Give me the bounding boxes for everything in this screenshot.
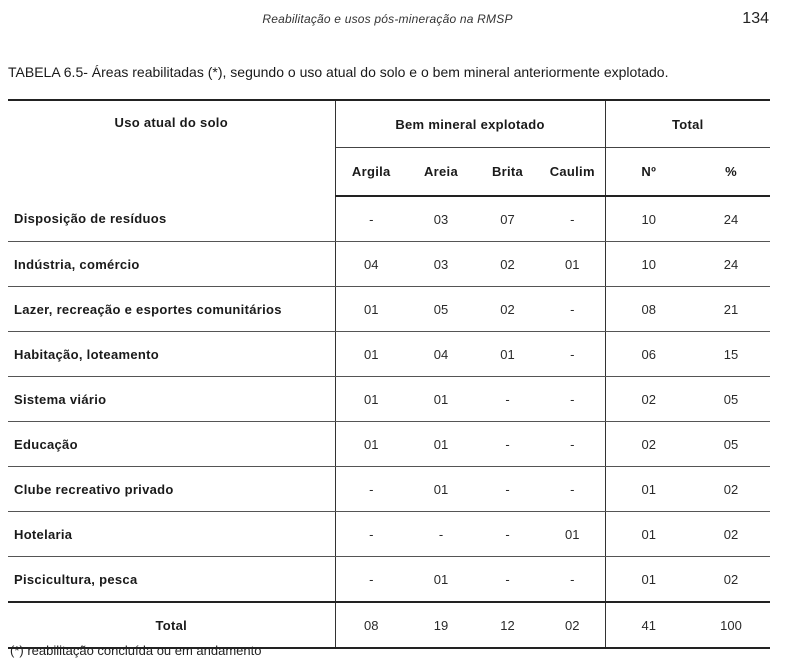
column-header-areia: Areia [407,148,475,197]
row-label: Piscicultura, pesca [14,571,138,587]
cell-caulim: - [540,377,605,422]
cell-argila: 01 [335,287,407,332]
cell-brita: 07 [475,196,540,242]
footnote: (*) reabilitação concluída ou em andamento [10,643,262,658]
column-header-caulim: Caulim [540,148,605,197]
column-header-argila: Argila [335,148,407,197]
cell-caulim: - [540,196,605,242]
total-brita: 12 [475,602,540,648]
cell-brita: - [475,377,540,422]
cell-caulim: - [540,422,605,467]
cell-percent: 24 [692,196,770,242]
total-row [8,602,770,648]
row-label: Educação [8,422,335,467]
cell-areia: 03 [407,196,475,242]
total-label: Total [8,602,335,648]
cell-brita: 02 [475,287,540,332]
cell-areia: 03 [407,242,475,287]
cell-numero: 01 [605,467,692,512]
cell-brita: 01 [475,332,540,377]
row-label: Indústria, comércio [8,242,335,287]
column-header-percent: % [692,148,770,197]
column-group-total: Total [605,100,770,148]
table-row [8,242,770,287]
cell-caulim: - [540,287,605,332]
cell-areia: 04 [407,332,475,377]
row-label: Clube recreativo privado [8,467,335,512]
cell-percent: 02 [723,571,739,587]
cell-percent: 02 [692,467,770,512]
cell-percent: 05 [692,422,770,467]
cell-brita: - [475,467,540,512]
total-caulim: 02 [540,602,605,648]
cell-caulim: 01 [540,242,605,287]
total-numero: 41 [605,602,692,648]
column-header-brita: Brita [475,148,540,197]
row-label: Hotelaria [8,512,335,557]
cell-brita: - [505,571,510,587]
cell-caulim: 01 [540,512,605,557]
cell-areia: 01 [433,571,449,587]
cell-areia: 01 [407,377,475,422]
row-label: Sistema viário [8,377,335,422]
column-header-uso: Uso atual do solo [8,100,335,196]
running-title: Reabilitação e usos pós-mineração na RMSP [262,12,513,26]
cell-argila: 04 [335,242,407,287]
cell-areia: - [407,512,475,557]
table-row [8,467,770,512]
cell-percent: 02 [692,512,770,557]
column-header-numero: Nº [605,148,692,197]
cell-argila: - [335,557,407,603]
total-percent: 100 [692,602,770,648]
total-areia: 19 [407,602,475,648]
cell-numero: 02 [605,422,692,467]
cell-percent: 05 [692,377,770,422]
total-argila: 08 [335,602,407,648]
cell-numero: 02 [605,377,692,422]
row-label: Disposição de resíduos [8,196,335,242]
header-row-groups [8,100,770,148]
cell-argila: - [335,467,407,512]
table-row [8,512,770,557]
row-label: Habitação, loteamento [8,332,335,377]
table-caption: TABELA 6.5- Áreas reabilitadas (*), segundo o uso atual do solo e o bem mineral anteriormente explotado. [8,64,669,80]
cell-percent: 24 [692,242,770,287]
cell-argila: - [335,512,407,557]
cell-caulim: - [570,571,575,587]
cell-areia: 05 [407,287,475,332]
column-group-bem-mineral: Bem mineral explotado [335,100,605,148]
cell-percent: 15 [692,332,770,377]
table-row [8,377,770,422]
cell-argila: 01 [335,332,407,377]
table-row [8,196,770,242]
cell-numero: 10 [605,242,692,287]
table-row [8,332,770,377]
cell-brita: - [475,422,540,467]
cell-areia: 01 [407,422,475,467]
table-row [8,287,770,332]
cell-argila: - [335,196,407,242]
cell-numero: 01 [605,512,692,557]
page-number: 134 [742,10,769,27]
cell-caulim: - [540,467,605,512]
cell-areia: 01 [407,467,475,512]
table-row [8,422,770,467]
row-label: Lazer, recreação e esportes comunitários [8,287,335,332]
cell-numero: 06 [605,332,692,377]
cell-numero: 10 [605,196,692,242]
cell-numero: 01 [605,557,692,603]
table-row [8,557,770,603]
cell-percent: 21 [692,287,770,332]
running-header [0,10,795,32]
land-use-table [8,99,770,649]
cell-caulim: - [540,332,605,377]
cell-brita: - [475,512,540,557]
cell-numero: 08 [605,287,692,332]
cell-argila: 01 [335,422,407,467]
cell-brita: 02 [475,242,540,287]
cell-argila: 01 [335,377,407,422]
